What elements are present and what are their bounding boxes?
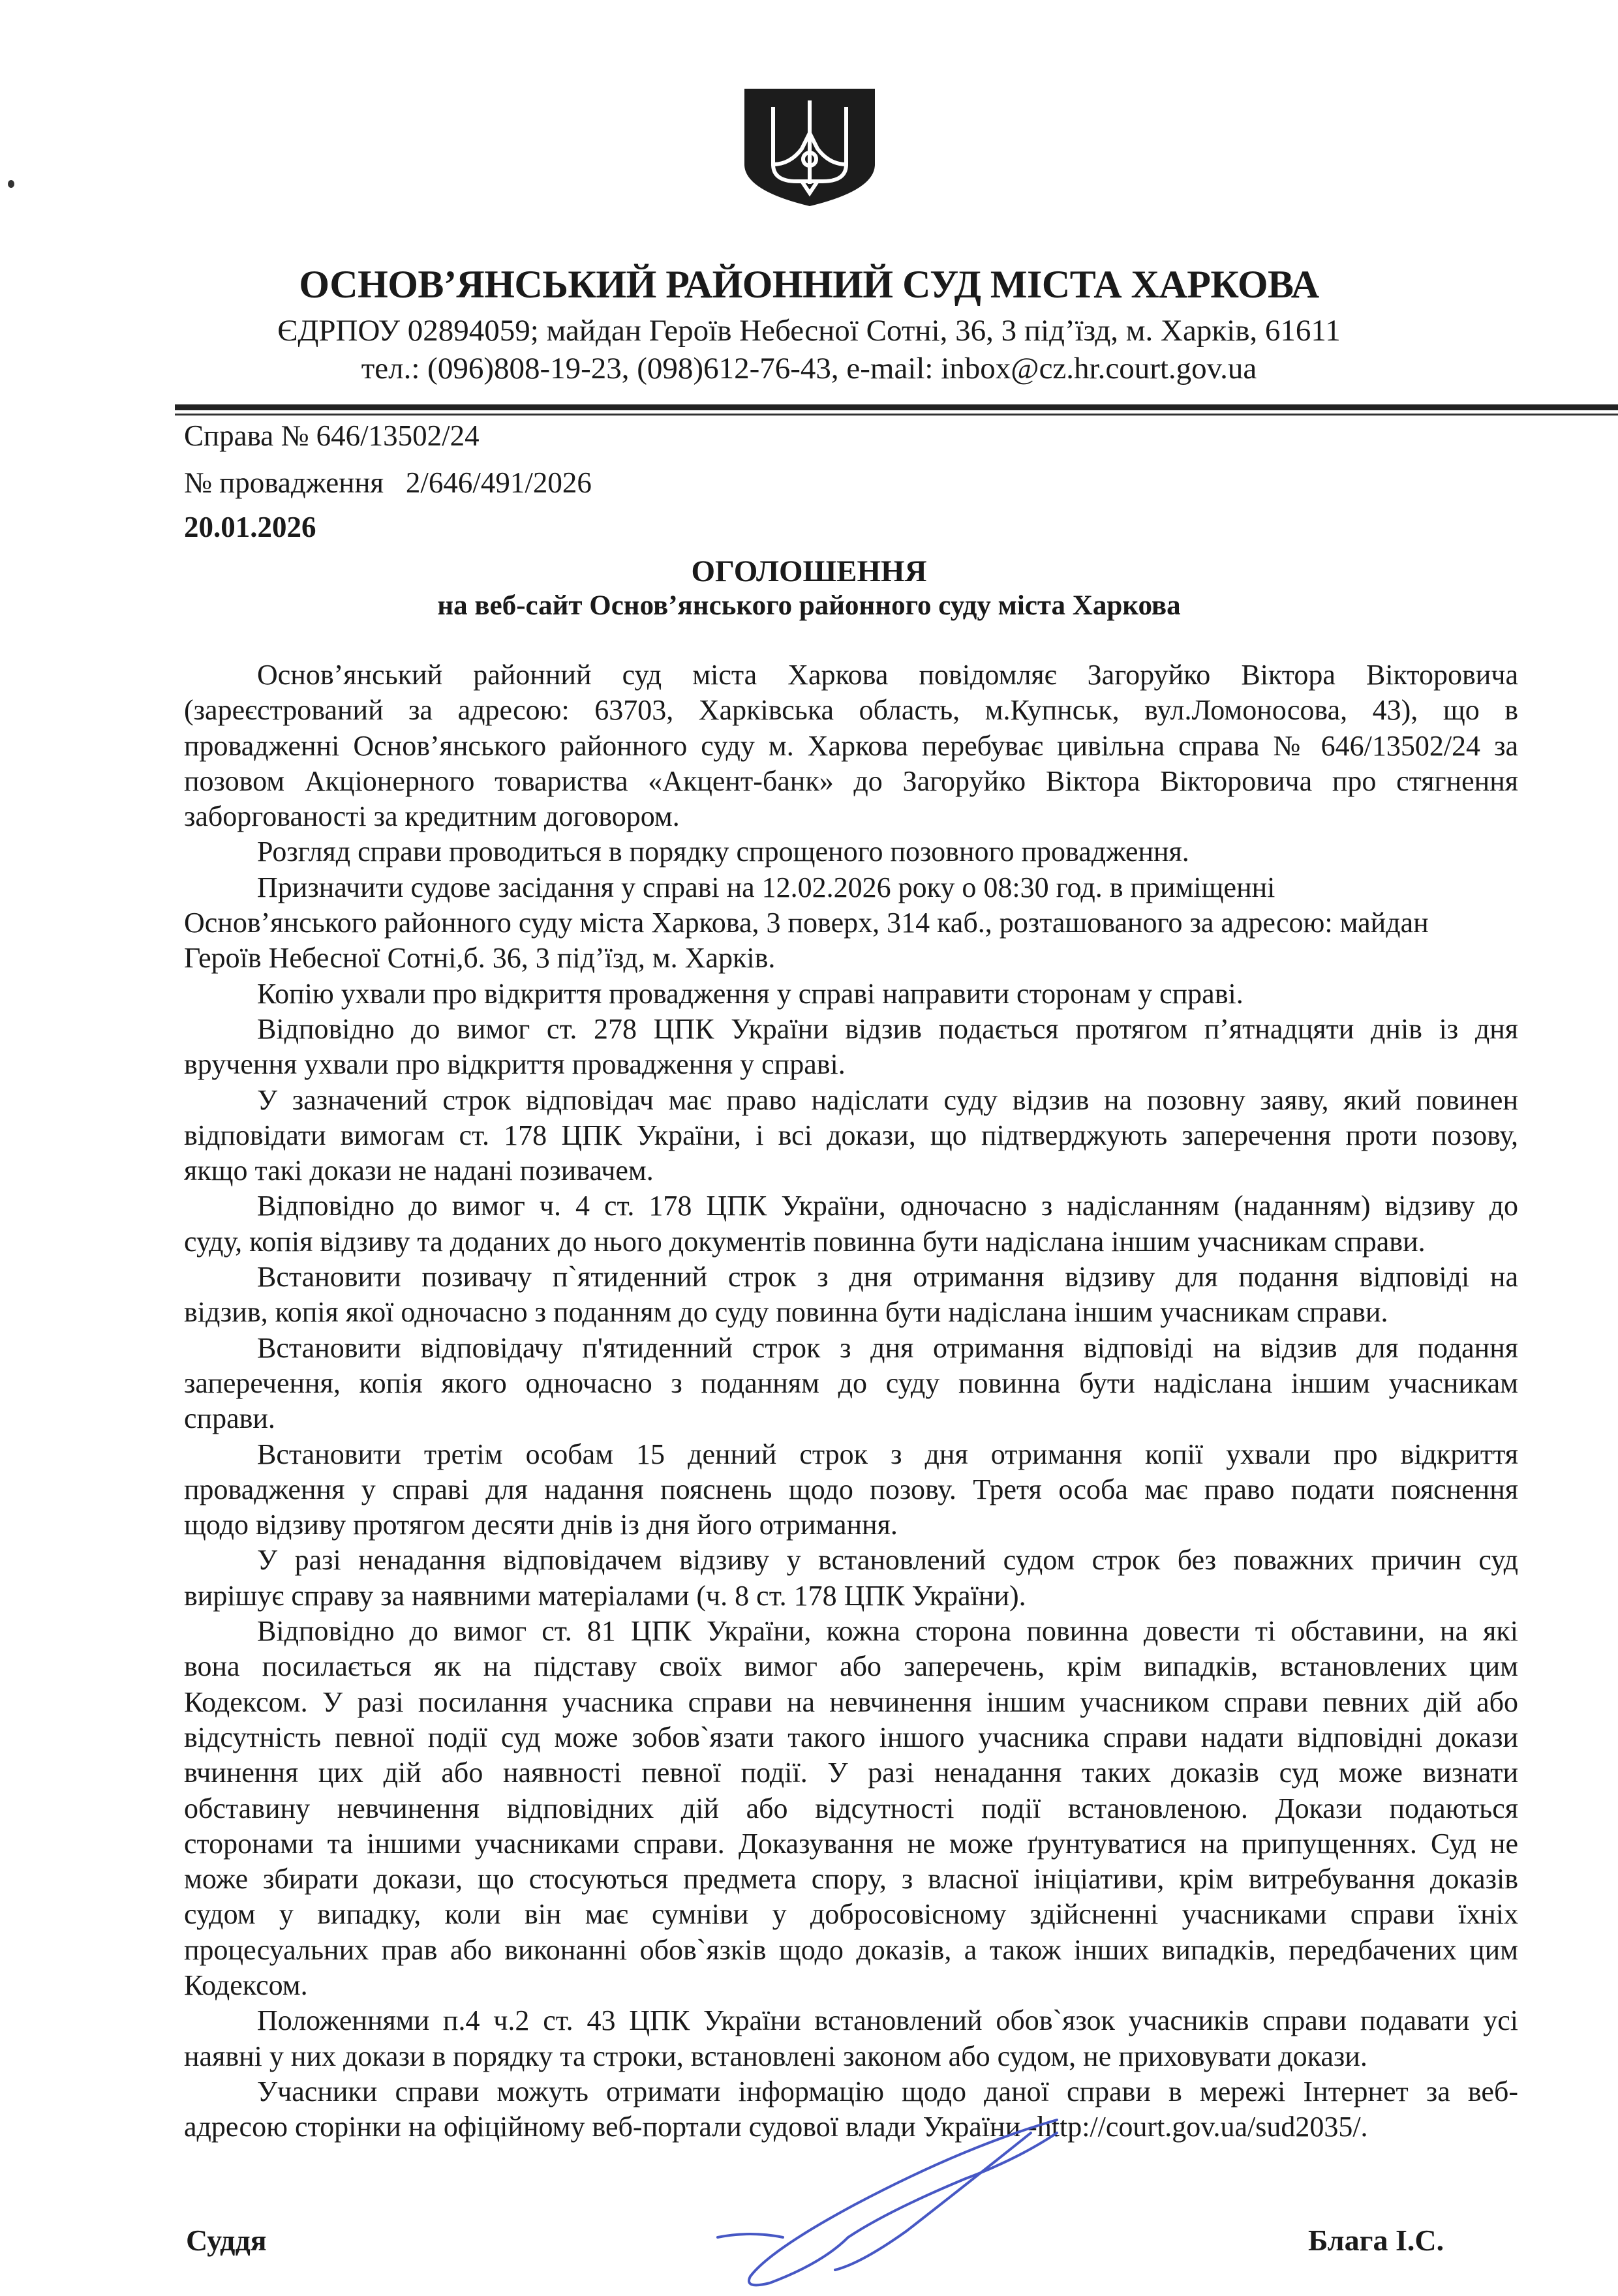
paragraph-line: вона посилається як на підставу своїх вимог або заперечень, крім випадків, встановлених цим	[184, 1650, 1518, 1683]
paragraph-line: Учасники справи можуть отримати інформацію щодо даної справи в мережі Інтернет за веб-	[257, 2075, 1518, 2107]
paragraph	[184, 1543, 1518, 1614]
court-address: ЄДРПОУ 02894059; майдан Героїв Небесної Сотні, 36, 3 під’їзд, м. Харків, 61611	[277, 314, 1341, 348]
paragraph-line: (зареєстрований за адресою: 63703, Харківська область, м.Купнськ, вул.Ломоносова, 43), що в	[184, 694, 1518, 727]
paragraph-line: сторонами та іншими учасниками справи. Доказування не може ґрунтуватися на припущеннях. Суд не	[184, 1827, 1518, 1860]
paragraph-line: справи.	[184, 1402, 275, 1435]
paragraph-line: вручення ухвали про відкриття провадження у справі.	[184, 1048, 846, 1081]
paragraph-line: заборгованості за кредитним договором.	[184, 800, 680, 833]
paragraph	[184, 976, 1518, 1012]
paragraph-line: може збирати докази, що стосуються предмета спору, з власної ініціативи, крім витребування доказів	[184, 1863, 1518, 1896]
header-divider-thick	[175, 404, 1618, 410]
paragraph	[184, 1437, 1518, 1543]
paragraph-line: процесуальних прав або виконанні обов`язків щодо доказів, а також інших випадків, передбачених цим	[184, 1933, 1518, 1966]
paragraph-line: якщо такі докази не надані позивачем.	[184, 1155, 654, 1187]
paragraph-line: Кодексом. У разі посилання учасника справи на невчинення іншим учасником справи певних дій або	[184, 1685, 1518, 1718]
paragraph-line: адресою сторінки на офіційному веб-портали судової влади України -http://court.gov.ua/sud2035/.	[184, 2111, 1368, 2143]
paragraph-line: У разі ненадання відповідачем відзиву у встановлений судом строк без поважних причин суд	[257, 1544, 1518, 1577]
paragraph-line: Копію ухвали про відкриття провадження у справі направити сторонам у справі.	[257, 977, 1244, 1010]
paragraph-line: щодо відзиву протягом десяти днів із дня його отримання.	[184, 1509, 898, 1541]
paragraph-line: Відповідно до вимог ст. 278 ЦПК України відзив подається протягом п’ятнадцяти днів із дня	[257, 1012, 1518, 1045]
handwritten-signature	[692, 2107, 1083, 2296]
notice-title: ОГОЛОШЕННЯ	[691, 554, 927, 588]
paragraph-line: Основ’янського районного суду міста Харкова, 3 поверх, 314 каб., розташованого за адресою: майдан	[184, 907, 1429, 939]
paragraph-line: Розгляд справи проводиться в порядку спрощеного позовного провадження.	[257, 836, 1189, 868]
case-number: Справа № 646/13502/24	[184, 419, 480, 452]
paragraph-line: позовом Акціонерного товариства «Акцент-банк» до Загоруйко Віктора Вікторовича про стягнення	[184, 764, 1518, 797]
court-contacts: тел.: (096)808-19-23, (098)612-76-43, e-mail: inbox@cz.hr.court.gov.ua	[361, 352, 1257, 385]
paragraph-line: У зазначений строк відповідач має право надіслати суду відзив на позовну заяву, який повинен	[257, 1083, 1518, 1116]
paragraph-line: вчинення цих дій або наявності певної події. У разі ненадання таких доказів суд може визнати	[184, 1757, 1518, 1789]
paragraph-line: відзив, копія якої одночасно з поданням до суду повинна бути надіслана іншим учасникам справи.	[184, 1296, 1388, 1329]
paragraph-line: Встановити третім особам 15 денний строк з дня отримання копії ухвали про відкриття	[257, 1438, 1518, 1470]
ukraine-trident-icon	[734, 86, 885, 209]
paragraph-line: Призначити судове засідання у справі на 12.02.2026 року о 08:30 год. в приміщенні	[257, 871, 1275, 903]
paragraph	[184, 1012, 1518, 1083]
paragraph-line: відсутність певної події суд може зобов`язати такого іншого учасника справи надати відповідні докази	[184, 1721, 1518, 1753]
paragraph	[184, 1331, 1518, 1437]
paragraph-line: обставину невчинення відповідних дій або відсутності події встановленою. Докази подаються	[184, 1792, 1518, 1824]
paragraph	[184, 657, 1518, 834]
paragraph-line: вирішує справу за наявними матеріалами (ч. 8 ст. 178 ЦПК України).	[184, 1579, 1026, 1612]
document-date: 20.01.2026	[184, 511, 316, 543]
paragraph-line: Кодексом.	[184, 1969, 308, 2001]
judge-name: Блага І.С.	[1308, 2224, 1444, 2257]
paragraph-line: наявні у них докази в порядку та строки, встановлені законом або судом, не приховувати докази.	[184, 2040, 1367, 2072]
paragraph	[184, 1614, 1518, 2003]
paragraph-line: Основ’янський районний суд міста Харкова повідомляє Загоруйко Віктора Вікторовича	[257, 659, 1518, 691]
paragraph-line: відповідати вимогам ст. 178 ЦПК України, і всі докази, що підтверджують заперечення проти позову,	[184, 1119, 1518, 1151]
paragraph-line: провадженні Основ’янського районного суду м. Харкова перебуває цивільна справа № 646/13502/24 за	[184, 729, 1518, 762]
paragraph	[184, 1188, 1518, 1260]
paragraph	[184, 1260, 1518, 1331]
paragraph	[184, 2003, 1518, 2074]
court-title: ОСНОВ’ЯНСЬКИЙ РАЙОННИЙ СУД МІСТА ХАРКОВА	[299, 263, 1319, 306]
paragraph-line: Встановити відповідачу п'ятиденний строк з дня отримання відповіді на відзив для подання	[257, 1331, 1518, 1364]
signature-role: Суддя	[186, 2224, 267, 2257]
paragraph-line: суду, копія відзиву та доданих до нього документів повинна бути надіслана іншим учасникам справи.	[184, 1225, 1426, 1258]
header-divider-thin	[175, 414, 1618, 415]
paragraph-line: заперечення, копія якого одночасно з поданням до суду повинна бути надіслана іншим учасникам	[184, 1367, 1518, 1399]
paragraph	[184, 1083, 1518, 1189]
paragraph	[184, 834, 1518, 869]
paragraph-line: Відповідно до вимог ст. 81 ЦПК України, кожна сторона повинна довести ті обставини, на які	[257, 1615, 1518, 1648]
proceeding-number: № провадження 2/646/491/2026	[184, 466, 592, 499]
paragraph-line: судом у випадку, коли він має сумніви у добросовісному здійсненні учасниками справи їхніх	[184, 1898, 1518, 1931]
paragraph-line: Встановити позивачу п`ятиденний строк з дня отримання відзиву для подання відповіді на	[257, 1261, 1518, 1293]
paragraph-line: провадження у справі для надання пояснень щодо позову. Третя особа має право подати пояснення	[184, 1473, 1518, 1505]
paragraph-line: Положеннями п.4 ч.2 ст. 43 ЦПК України встановлений обов`язок учасників справи подавати усі	[257, 2004, 1518, 2037]
notice-body	[184, 657, 1518, 2145]
paragraph	[184, 870, 1518, 976]
paragraph-line: Героїв Небесної Сотні,б. 36, 3 під’їзд, м. Харків.	[184, 942, 776, 974]
paragraph-line: Відповідно до вимог ч. 4 ст. 178 ЦПК України, одночасно з надісланням (наданням) відзиву до	[257, 1190, 1518, 1222]
scan-mark	[8, 180, 14, 188]
notice-subtitle: на веб-сайт Основ’янського районного суду міста Харкова	[437, 590, 1181, 621]
